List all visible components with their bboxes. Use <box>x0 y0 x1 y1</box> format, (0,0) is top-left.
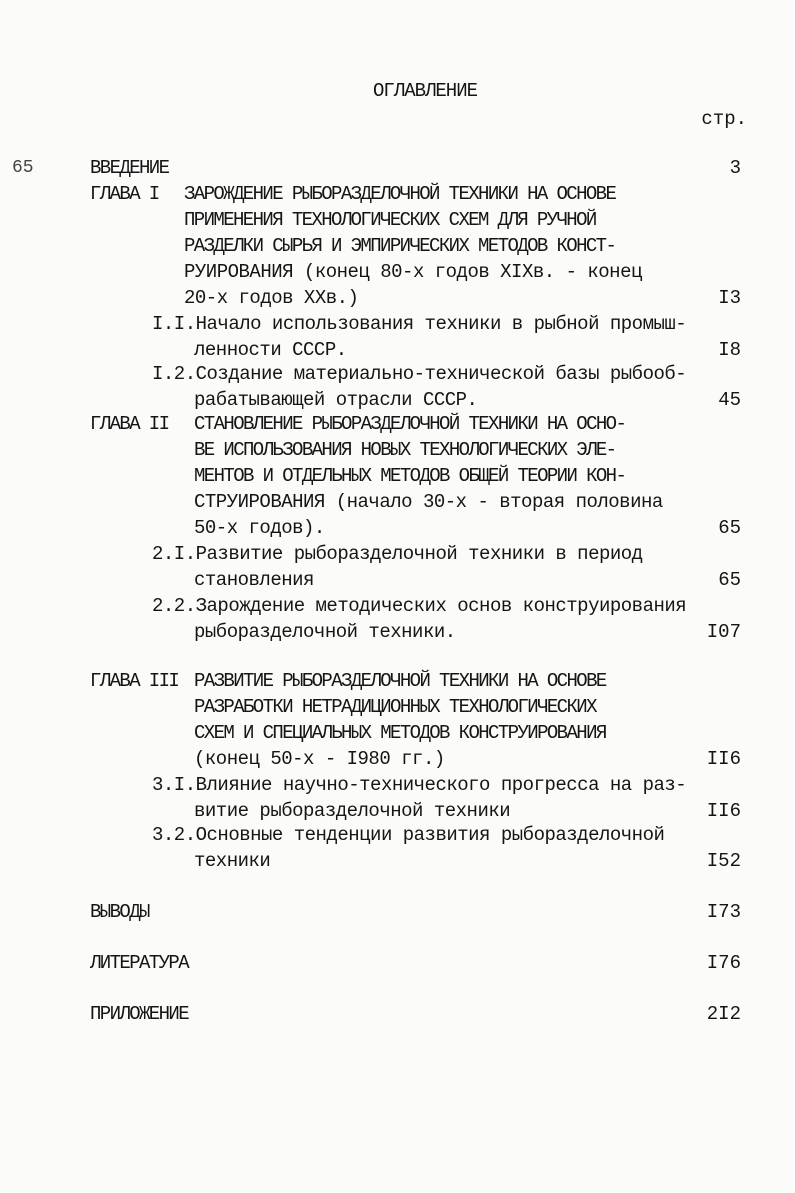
section-line: I.2.Создание материально-технической базы рыбооб- <box>152 363 687 385</box>
chapter-label: ГЛАВА III <box>90 670 179 692</box>
section-line: 2.I.Развитие рыборазделочной техники в период <box>152 543 643 565</box>
chapter-title-line: СТАНОВЛЕНИЕ РЫБОРАЗДЕЛОЧНОЙ ТЕХНИКИ НА ОСНО- <box>194 413 626 435</box>
section-line: рабатывающей отрасли СССР. <box>194 389 478 411</box>
entry-page: 65 <box>718 569 741 591</box>
section-line: 2.2.Зарождение методических основ конструирования <box>152 595 687 617</box>
entry-page: II6 <box>706 800 741 822</box>
section-line: ленности СССР. <box>194 339 347 361</box>
section-line: I.I.Начало использования техники в рыбной промыш- <box>152 313 687 335</box>
entry-page: I76 <box>706 952 741 974</box>
chapter-title-line: 50-х годов). <box>194 517 325 539</box>
section-line: витие рыборазделочной техники <box>194 800 511 822</box>
page-column-header: стр. <box>701 108 747 130</box>
entry-page: I3 <box>718 287 741 309</box>
chapter-title-line: ЗАРОЖДЕНИЕ РЫБОРАЗДЕЛОЧНОЙ ТЕХНИКИ НА ОСНОВЕ <box>184 183 616 205</box>
entry-page: 65 <box>718 517 741 539</box>
entry-page: 3 <box>729 157 741 179</box>
section-line: рыборазделочной техники. <box>194 621 456 643</box>
section-line: становления <box>194 569 314 591</box>
chapter-title-line: ПРИМЕНЕНИЯ ТЕХНОЛОГИЧЕСКИХ СХЕМ ДЛЯ РУЧНОЙ <box>184 209 596 231</box>
page-title: ОГЛАВЛЕНИЕ <box>372 80 478 102</box>
entry-page: 45 <box>718 389 741 411</box>
chapter-title-line: РУИРОВАНИЯ (конец 80-х годов XIXв. - конец <box>184 261 642 283</box>
entry-page: II6 <box>706 748 741 770</box>
margin-note: 65 <box>12 158 34 178</box>
chapter-title-line: ВЕ ИСПОЛЬЗОВАНИЯ НОВЫХ ТЕХНОЛОГИЧЕСКИХ ЭЛЕ- <box>194 439 616 461</box>
chapter-title-line: РАЗДЕЛКИ СЫРЬЯ И ЭМПИРИЧЕСКИХ МЕТОДОВ КОНСТ- <box>184 235 616 257</box>
chapter-label: ГЛАВА II <box>90 413 169 435</box>
entry-label: ПРИЛОЖЕНИЕ <box>90 1003 189 1025</box>
entry-label: ВЫВОДЫ <box>90 901 149 923</box>
chapter-title-line: СТРУИРОВАНИЯ (начало 30-х - вторая половина <box>194 491 663 513</box>
entry-page: I52 <box>706 850 741 872</box>
entry-label: ЛИТЕРАТУРА <box>90 952 189 974</box>
chapter-title-line: 20-х годов XXв.) <box>184 287 359 309</box>
chapter-title-line: РАЗВИТИЕ РЫБОРАЗДЕЛОЧНОЙ ТЕХНИКИ НА ОСНОВЕ <box>194 670 606 692</box>
section-line: 3.I.Влияние научно-технического прогресса на раз- <box>152 774 687 796</box>
chapter-title-line: (конец 50-х - I980 гг.) <box>194 748 445 770</box>
chapter-title-line: МЕНТОВ И ОТДЕЛЬНЫХ МЕТОДОВ ОБЩЕЙ ТЕОРИИ КОН- <box>194 465 626 487</box>
entry-page: I07 <box>706 621 741 643</box>
entry-page: I73 <box>706 901 741 923</box>
chapter-title-line: РАЗРАБОТКИ НЕТРАДИЦИОННЫХ ТЕХНОЛОГИЧЕСКИХ <box>194 696 596 718</box>
entry-page: 2I2 <box>706 1003 741 1025</box>
entry-page: I8 <box>718 339 741 361</box>
section-line: техники <box>194 850 271 872</box>
chapter-title-line: СХЕМ И СПЕЦИАЛЬНЫХ МЕТОДОВ КОНСТРУИРОВАНИЯ <box>194 722 606 744</box>
entry-label: ВВЕДЕНИЕ <box>90 157 169 179</box>
chapter-label: ГЛАВА I <box>90 183 159 205</box>
section-line: 3.2.Основные тенденции развития рыборазделочной <box>152 824 665 846</box>
